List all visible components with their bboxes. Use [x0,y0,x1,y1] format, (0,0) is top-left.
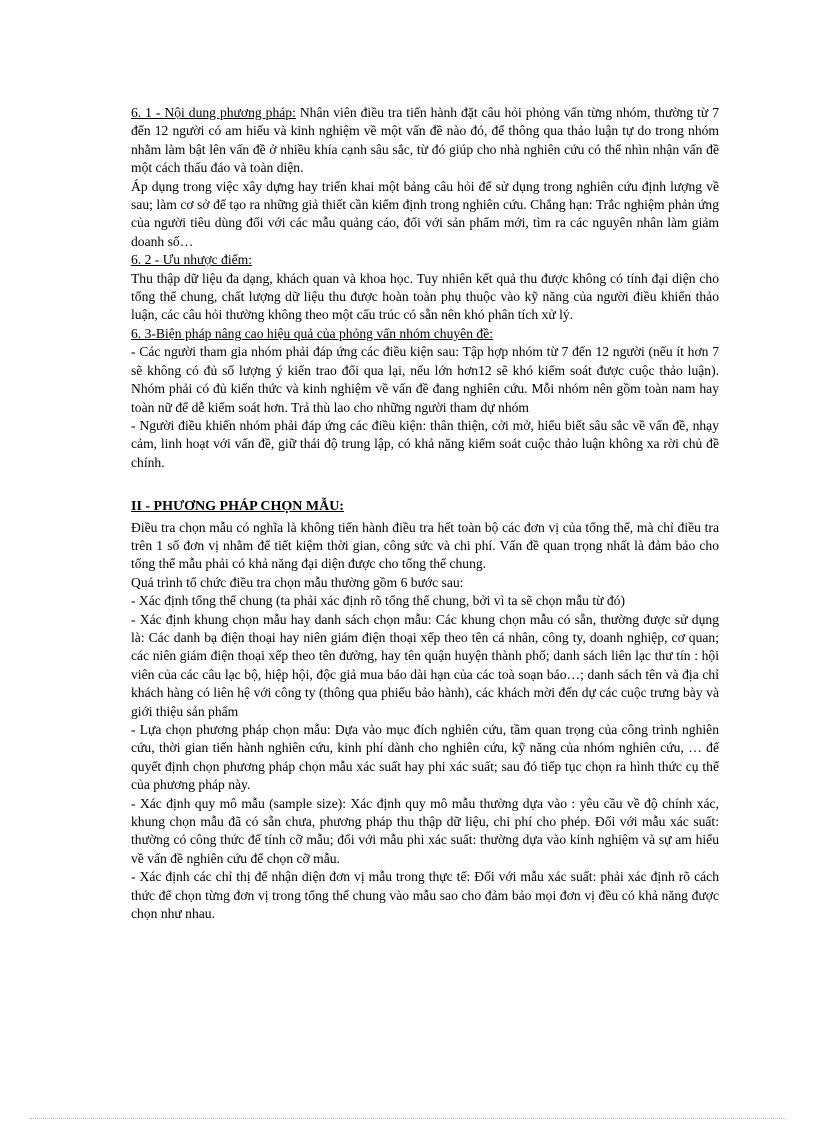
section-2-step-2: - Xác định khung chọn mẫu hay danh sách chọn mẫu: Các khung chọn mẫu có sẵn, thường được sử dụng là: Các danh bạ điện thoại hay niên giám điện thoại xếp theo tên cá nhân, công ty, doanh nghiệp, cơ quan; các niên giám điện thoại xếp theo tên đường, hay tên quận huyện thành phố; danh sách liên lạc thư tín : hội viên của các câu lạc bộ, hiệp hội, độc giả mua báo dài hạn của các toà soạn báo…; danh sách tên và địa chỉ khách hàng có liên hệ với công ty (thông qua phiếu bảo hành), các khách mời đến dự các cuộc trưng bày và giới thiệu sản phẩm [131,611,719,719]
section-6-1-text: Nhân viên điều tra tiến hành đặt câu hỏi phỏng vấn từng nhóm, thường từ 7 đến 12 người có am hiểu và kinh nghiệm về một vấn đề nào đó, để thông qua thảo luận tự do trong nhóm nhằm làm bật lên vấn đề ở nhiều khía cạnh sâu sắc, từ đó giúp cho nhà nghiên cứu có thể nhìn nhận vấn đề một cách thấu đáo và toàn diện. [131,105,719,176]
section-6-3-item-2: - Người điều khiển nhóm phải đáp ứng các điều kiện: thân thiện, cởi mở, hiểu biết sâu sắc về vấn đề, nhạy cảm, linh hoạt với vấn đề, giữ thái độ trung lập, có khả năng kiểm soát cuộc thảo luận không xa rời chủ đề chính. [131,417,719,470]
page-bottom-divider [30,1118,786,1119]
document-page [131,104,719,923]
section-2-step-1: - Xác định tổng thể chung (ta phải xác định rõ tổng thể chung, bởi vì ta sẽ chọn mẫu từ đó) [131,593,625,609]
section-2-paragraph-1: Điều tra chọn mẫu có nghĩa là không tiến hành điều tra hết toàn bộ các đơn vị của tổng thể, mà chỉ điều tra trên 1 số đơn vị nhằm để tiết kiệm thời gian, công sức và chi phí. Vấn đề quan trọng nhất là đảm bảo cho tổng thể mẫu phải có khả năng đại diện được cho tổng thể chung. [131,519,719,572]
section-6-2-text: Thu thập dữ liệu đa dạng, khách quan và khoa học. Tuy nhiên kết quả thu được không có tính đại diện cho tổng thể chung, chất lượng dữ liệu thu được hoàn toàn phụ thuộc vào kỹ năng của người điều khiển thảo luận, các câu hỏi thường không theo một cấu trúc có sẵn nên khó phân tích xử lý. [131,270,719,323]
section-6-3-label-line [131,325,719,343]
section-6-3-item-1: - Các người tham gia nhóm phải đáp ứng các điều kiện sau: Tập hợp nhóm từ 7 đến 12 người (nếu ít hơn 7 sẽ không có đủ số lượng ý kiến trao đổi qua lại, nếu lớn hơn12 sẽ khó kiểm soát được cuộc thảo luận). Nhóm phải có đủ kiến thức và kinh nghiệm về vấn đề đang nghiên cứu. Mỗi nhóm nên gồm toàn nam hay toàn nữ để dễ kiểm soát hơn. Trả thù lao cho những người tham dự nhóm [131,344,719,415]
section-6-3-label: 6. 3-Biện pháp nâng cao hiệu quả của phỏng vấn nhóm chuyên đề: [131,325,494,341]
section-6-2-label-line [131,251,719,269]
section-6-1-label: 6. 1 - Nội dung phương pháp: [131,105,296,120]
section-6-1-paragraph [131,104,719,178]
section-2-step-3: - Lựa chọn phương pháp chọn mẫu: Dựa vào mục đích nghiên cứu, tầm quan trọng của công trình nghiên cứu, thời gian tiến hành nghiên cứu, kinh phí dành cho nghiên cứu, kỹ năng của nhóm nghiên cứu, … để quyết định chọn phương pháp chọn mẫu xác suất hay phi xác suất; sau đó tiếp tục chọn ra hình thức cụ thể của phương pháp này. [131,722,719,793]
section-6-1-apply: Áp dụng trong việc xây dựng hay triển khai một bảng câu hỏi để sử dụng trong nghiên cứu định lượng về sau; làm cơ sở để tạo ra những giả thiết cần kiểm định trong nghiên cứu. Chẳng hạn: Trắc nghiệm phản ứng của người tiêu dùng đối với các mẫu quảng cáo, đối với sản phẩm mới, tìm ra các nguyên nhân làm giảm doanh số… [131,178,719,249]
section-2-step-5: - Xác định các chỉ thị để nhận diện đơn vị mẫu trong thực tế: Đối với mẫu xác suất: phải xác định rõ cách thức để chọn từng đơn vị trong tổng thể chung vào mẫu sao cho đảm bảo mọi đơn vị đều có khả năng được chọn như nhau. [131,869,719,922]
section-2-paragraph-2: Quá trình tổ chức điều tra chọn mẫu thường gồm 6 bước sau: [131,574,464,590]
section-2-heading: II - PHƯƠNG PHÁP CHỌN MẪU: [131,499,344,515]
section-6-2-label: 6. 2 - Ưu nhược điểm: [131,252,252,268]
section-2-step-4: - Xác định quy mô mẫu (sample size): Xác định quy mô mẫu thường dựa vào : yêu cầu về độ chính xác, khung chọn mẫu đã có sẵn chưa, phương pháp thu thập dữ liệu, chi phí cho phép. Đối với mẫu xác suất: thường có công thức để tính cỡ mẫu; đối với mẫu phi xác suất: thường dựa vào kinh nghiệm và sự am hiểu về vấn đề nghiên cứu để chọn cỡ mẫu. [131,795,719,866]
